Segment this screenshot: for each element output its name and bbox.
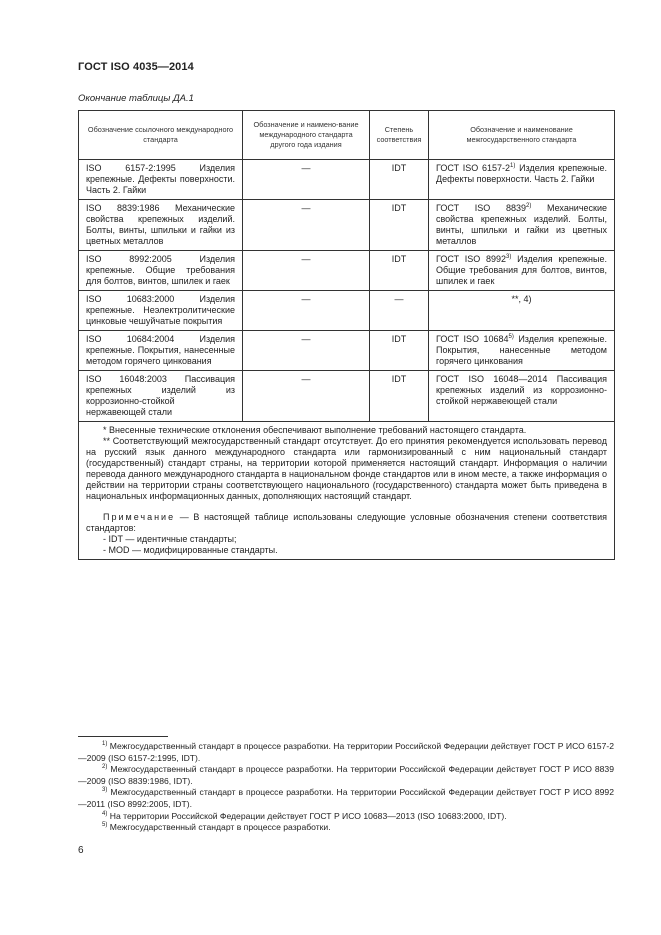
gost-code: ГОСТ ISO 10684 [436, 334, 509, 344]
column-header-intl-standard: Обозначение ссылочного международного стандарта [79, 111, 243, 160]
correspondence-table [78, 110, 615, 560]
gost-title: Механические свойства крепежных изделий. Болты, винты, шпильки и гайки из цветных металлов [436, 203, 607, 246]
column-header-other-year: Обозначение и наимено-вание международного стандарта другого года издания [243, 111, 370, 160]
footnote [78, 811, 614, 823]
cell-degree: IDT [370, 331, 429, 371]
cell-other-year: — [243, 331, 370, 371]
cell-degree: IDT [370, 371, 429, 422]
note-primechanie-text: — В настоящей таблице использованы следующие условные обозначения степени соответствия стандартов: [86, 512, 607, 533]
footnote-text: Межгосударственный стандарт в процессе разработки. На территории Российской Федерации действует ГОСТ Р ИСО 6157-2—2009 (ISO 6157-2:1995, IDT). [78, 741, 614, 763]
footnote-mark: 5) [508, 334, 514, 340]
cell-other-year: — [243, 200, 370, 251]
cell-gost [429, 251, 615, 291]
table-caption: Окончание таблицы ДА.1 [78, 93, 194, 104]
gost-title: Изделия крепежные. Общие требования для болтов, винтов, шпилек и гаек [436, 254, 608, 286]
cell-gost [429, 200, 615, 251]
table-row [79, 291, 615, 331]
footnote [78, 822, 614, 834]
cell-intl-standard: ISO 6157-2:1995 Изделия крепежные. Дефекты поверхности. Часть 2. Гайки [79, 160, 243, 200]
table-row [79, 200, 615, 251]
cell-degree: IDT [370, 251, 429, 291]
cell-gost [429, 331, 615, 371]
column-header-degree: Степень соответствия [370, 111, 429, 160]
footnote-mark: 3) [102, 787, 108, 794]
table-header-row [79, 111, 615, 160]
page-number: 6 [78, 845, 84, 856]
table-row [79, 331, 615, 371]
document-header: ГОСТ ISO 4035—2014 [78, 61, 194, 73]
note-primechanie-label: Примечание [103, 512, 176, 522]
footnote-mark: 2) [102, 764, 108, 771]
cell-intl-standard: ISO 8992:2005 Изделия крепежные. Общие требования для болтов, винтов, шпилек и гаек [79, 251, 243, 291]
footnotes [78, 741, 614, 834]
cell-other-year: — [243, 160, 370, 200]
footnote-mark: 5) [102, 822, 108, 829]
footnote-text: Межгосударственный стандарт в процессе разработки. На территории Российской Федерации действует ГОСТ Р ИСО 8992—2011 (ISO 8992:2005, IDT). [78, 787, 614, 809]
column-header-gost: Обозначение и наименование межгосударственного стандарта [429, 111, 615, 160]
cell-intl-standard: ISO 10684:2004 Изделия крепежные. Покрытия, нанесенные методом горячего цинкования [79, 331, 243, 371]
footnote-divider [78, 736, 168, 737]
footnote-text: Межгосударственный стандарт в процессе разработки. [107, 822, 331, 833]
footnote [78, 741, 614, 764]
note-primechanie [86, 512, 607, 534]
cell-intl-standard: ISO 8839:1986 Механические свойства крепежных изделий. Болты, винты, шпильки и гайки из цветных металлов [79, 200, 243, 251]
cell-degree: — [370, 291, 429, 331]
note-mod: - MOD — модифицированные стандарты. [103, 545, 278, 555]
footnote [78, 764, 614, 787]
cell-degree: IDT [370, 200, 429, 251]
note-star-1: * Внесенные технические отклонения обеспечивают выполнение требований настоящего стандарта. [103, 425, 527, 435]
footnote-mark: 3) [506, 254, 512, 260]
notes-row [79, 422, 615, 560]
note-idt: - IDT — идентичные стандарты; [103, 534, 237, 544]
footnote [78, 787, 614, 810]
cell-other-year: — [243, 291, 370, 331]
gost-title: Изделия крепежные. Покрытия, нанесенные методом горячего цинкования [436, 334, 607, 366]
footnote-mark: 2) [525, 203, 532, 209]
footnote-text: На территории Российской Федерации действует ГОСТ Р ИСО 10683—2013 (ISO 10683:2000, IDT). [107, 810, 507, 821]
table-row [79, 371, 615, 422]
cell-degree: IDT [370, 160, 429, 200]
cell-intl-standard: ISO 16048:2003 Пассивация крепежных изделий из коррозионно-стойкой нержавеющей стали [79, 371, 243, 422]
notes-cell [79, 422, 615, 560]
cell-other-year: — [243, 251, 370, 291]
gost-code: ГОСТ ISO 16048—2014 [436, 374, 548, 384]
cell-gost [429, 291, 615, 331]
gost-code: ГОСТ ISO 8992 [436, 254, 507, 264]
gost-title: Изделия крепежные. Дефекты поверхности. Часть 2. Гайки [436, 163, 607, 184]
cell-gost [429, 160, 615, 200]
table-row [79, 160, 615, 200]
gost-code: ГОСТ ISO 8839 [436, 203, 526, 213]
note-star-2: ** Соответствующий межгосударственный стандарт отсутствует. До его принятия рекомендуется использовать перевод на русский язык данного международного стандарта или гармонизированный с ним национальный стандарт (государственный) стандарт страны, на территории которой применяется настоящий стандарт. Информация о наличии перевода данного международного стандарта в национальном фонде стандартов или в ином месте, а также информация о действии на территории страны соответствующего национального (государственного) стандарта может быть приведена в национальных информационных данных, дополняющих настоящий стандарт. [86, 436, 607, 501]
gost-code: **, 4) [511, 294, 532, 304]
footnote-text: Межгосударственный стандарт в процессе разработки. На территории Российской Федерации действует ГОСТ Р ИСО 8839—2009 (ISO 8839:1986, IDT). [78, 764, 614, 786]
cell-intl-standard: ISO 10683:2000 Изделия крепежные. Неэлектролитические цинковые чешуйчатые покрытия [79, 291, 243, 331]
footnote-mark: 1) [510, 163, 516, 169]
cell-other-year: — [243, 371, 370, 422]
gost-title: Пассивация крепежных изделий из коррозионно-стойкой нержавеющей стали [436, 374, 607, 406]
table-row [79, 251, 615, 291]
gost-code: ГОСТ ISO 6157-2 [436, 163, 511, 173]
cell-gost [429, 371, 615, 422]
footnote-mark: 4) [102, 810, 108, 817]
footnote-mark: 1) [102, 741, 108, 747]
